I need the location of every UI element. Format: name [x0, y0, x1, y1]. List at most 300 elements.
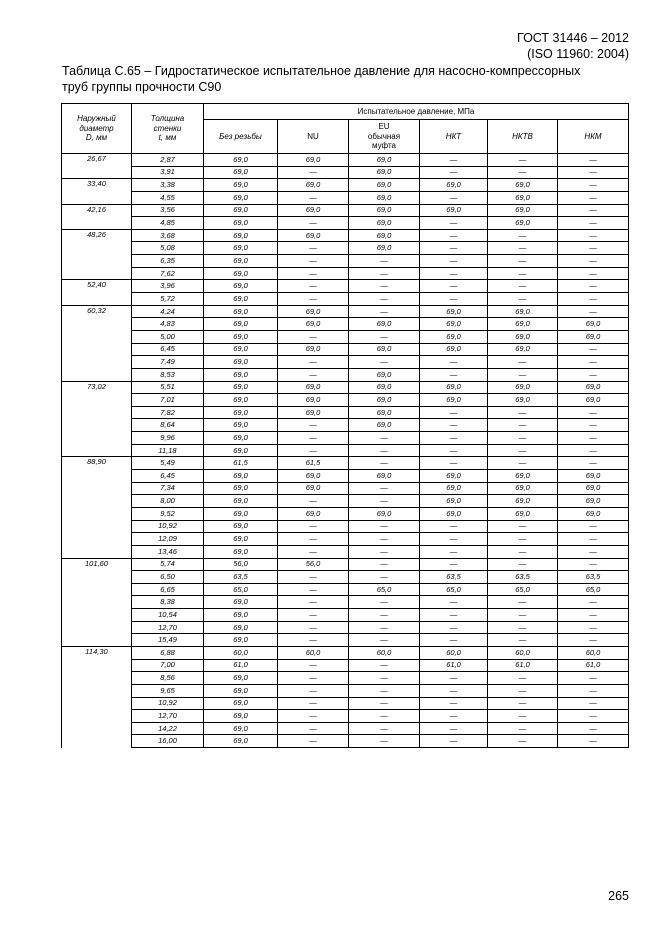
pressure-cell: 69,0: [278, 154, 349, 167]
pressure-cell: 69,0: [204, 482, 278, 495]
pressure-cell: 69,0: [204, 634, 278, 647]
header-nu: NU: [278, 120, 349, 154]
pressure-cell: —: [278, 710, 349, 723]
header-eu-line-3: муфта: [372, 141, 396, 151]
pressure-cell: 69,0: [204, 722, 278, 735]
pressure-cell: —: [488, 242, 558, 255]
pressure-cell: 69,0: [349, 394, 420, 407]
table-row: [62, 179, 629, 192]
pressure-cell: 69,0: [278, 394, 349, 407]
pressure-cell: 61,0: [558, 659, 629, 672]
pressure-cell: 61,0: [488, 659, 558, 672]
pressure-cell: —: [349, 255, 420, 268]
pressure-cell: 69,0: [204, 229, 278, 242]
wall-thickness-cell: 8,38: [132, 596, 204, 609]
outer-diameter-cell: 48,26: [62, 229, 132, 280]
outer-diameter-cell: 101,60: [62, 558, 132, 646]
pressure-cell: —: [278, 255, 349, 268]
pressure-cell: —: [278, 330, 349, 343]
pressure-cell: —: [278, 280, 349, 293]
pressure-cell: —: [558, 672, 629, 685]
pressure-cell: —: [420, 697, 488, 710]
pressure-cell: —: [420, 545, 488, 558]
pressure-cell: —: [488, 255, 558, 268]
pressure-cell: 69,0: [349, 191, 420, 204]
pressure-cell: —: [558, 255, 629, 268]
pressure-cell: —: [278, 571, 349, 584]
pressure-cell: 56,0: [278, 558, 349, 571]
wall-thickness-cell: 4,55: [132, 191, 204, 204]
pressure-cell: —: [278, 722, 349, 735]
pressure-cell: 69,0: [420, 394, 488, 407]
pressure-cell: 69,0: [488, 507, 558, 520]
wall-thickness-cell: 3,38: [132, 179, 204, 192]
pressure-table: [61, 103, 629, 748]
wall-thickness-cell: 2,87: [132, 154, 204, 167]
wall-thickness-cell: 3,56: [132, 204, 204, 217]
header-outer-diameter: [62, 104, 132, 154]
pressure-cell: 69,0: [278, 470, 349, 483]
pressure-cell: —: [349, 533, 420, 546]
pressure-cell: —: [558, 596, 629, 609]
pressure-cell: 69,0: [204, 330, 278, 343]
pressure-cell: —: [349, 558, 420, 571]
table-row: [62, 432, 629, 445]
table-row: [62, 293, 629, 306]
wall-thickness-cell: 9,96: [132, 432, 204, 445]
header-nkt: НКТ: [420, 120, 488, 154]
pressure-cell: —: [420, 533, 488, 546]
table-caption: [62, 64, 632, 95]
pressure-cell: —: [558, 722, 629, 735]
wall-thickness-cell: 6,88: [132, 646, 204, 659]
pressure-cell: 69,0: [204, 684, 278, 697]
pressure-cell: —: [278, 444, 349, 457]
pressure-cell: 69,0: [488, 191, 558, 204]
pressure-cell: 69,0: [204, 343, 278, 356]
pressure-cell: 69,0: [420, 495, 488, 508]
pressure-cell: 69,0: [349, 419, 420, 432]
pressure-cell: —: [349, 659, 420, 672]
pressure-cell: 69,0: [349, 154, 420, 167]
header-eu-line-1: EU: [378, 122, 390, 132]
pressure-cell: —: [349, 684, 420, 697]
pressure-cell: —: [488, 267, 558, 280]
pressure-cell: —: [349, 520, 420, 533]
pressure-cell: —: [349, 545, 420, 558]
table-row: [62, 191, 629, 204]
pressure-cell: 69,0: [349, 242, 420, 255]
pressure-cell: —: [558, 697, 629, 710]
pressure-cell: —: [488, 684, 558, 697]
pressure-cell: —: [488, 368, 558, 381]
pressure-cell: 69,0: [420, 204, 488, 217]
pressure-cell: 63,5: [488, 571, 558, 584]
table-row: [62, 406, 629, 419]
table-row: [62, 558, 629, 571]
pressure-cell: —: [420, 634, 488, 647]
pressure-cell: —: [420, 356, 488, 369]
caption-line-2: труб группы прочности С90: [62, 79, 222, 94]
pressure-cell: —: [558, 432, 629, 445]
pressure-cell: 69,0: [349, 381, 420, 394]
wall-thickness-cell: 15,49: [132, 634, 204, 647]
pressure-cell: 69,0: [204, 217, 278, 230]
wall-thickness-cell: 6,35: [132, 255, 204, 268]
pressure-cell: —: [488, 520, 558, 533]
pressure-cell: —: [349, 482, 420, 495]
pressure-cell: 63,5: [420, 571, 488, 584]
pressure-cell: —: [349, 267, 420, 280]
pressure-cell: —: [420, 154, 488, 167]
pressure-cell: —: [488, 406, 558, 419]
table-row: [62, 684, 629, 697]
pressure-table-container: [61, 103, 628, 748]
pressure-cell: 69,0: [278, 381, 349, 394]
pressure-cell: —: [488, 293, 558, 306]
pressure-cell: 69,0: [488, 482, 558, 495]
wall-thickness-cell: 3,68: [132, 229, 204, 242]
table-row: [62, 520, 629, 533]
wall-thickness-cell: 10,92: [132, 520, 204, 533]
pressure-cell: —: [488, 609, 558, 622]
pressure-cell: —: [558, 419, 629, 432]
table-row: [62, 710, 629, 723]
pressure-cell: 65,0: [349, 583, 420, 596]
pressure-cell: —: [420, 406, 488, 419]
pressure-cell: 69,0: [204, 406, 278, 419]
pressure-cell: —: [349, 280, 420, 293]
table-row: [62, 609, 629, 622]
wall-thickness-cell: 3,91: [132, 166, 204, 179]
pressure-cell: 60,0: [488, 646, 558, 659]
pressure-cell: —: [420, 419, 488, 432]
pressure-cell: 69,0: [204, 204, 278, 217]
pressure-cell: 69,0: [204, 166, 278, 179]
pressure-cell: —: [278, 267, 349, 280]
pressure-cell: —: [558, 343, 629, 356]
pressure-cell: —: [349, 457, 420, 470]
pressure-cell: 69,0: [420, 318, 488, 331]
pressure-cell: 69,0: [204, 356, 278, 369]
pressure-cell: 69,0: [349, 470, 420, 483]
table-row: [62, 735, 629, 748]
table-row: [62, 659, 629, 672]
table-row: [62, 672, 629, 685]
wall-thickness-cell: 7,82: [132, 406, 204, 419]
pressure-cell: 60,0: [204, 646, 278, 659]
pressure-cell: —: [488, 166, 558, 179]
wall-thickness-cell: 3,96: [132, 280, 204, 293]
pressure-cell: —: [349, 444, 420, 457]
pressure-cell: 61,5: [204, 457, 278, 470]
pressure-cell: —: [558, 356, 629, 369]
pressure-cell: 69,0: [278, 318, 349, 331]
pressure-cell: 61,5: [278, 457, 349, 470]
pressure-cell: 69,0: [278, 305, 349, 318]
pressure-cell: —: [558, 520, 629, 533]
table-row: [62, 507, 629, 520]
pressure-cell: 60,0: [349, 646, 420, 659]
pressure-cell: 60,0: [420, 646, 488, 659]
pressure-cell: 69,0: [488, 318, 558, 331]
pressure-cell: 63,5: [558, 571, 629, 584]
pressure-cell: —: [420, 217, 488, 230]
wall-thickness-cell: 5,00: [132, 330, 204, 343]
pressure-cell: 69,0: [204, 470, 278, 483]
pressure-cell: —: [558, 710, 629, 723]
pressure-cell: —: [488, 444, 558, 457]
pressure-cell: 69,0: [204, 368, 278, 381]
table-row: [62, 722, 629, 735]
wall-thickness-cell: 12,70: [132, 710, 204, 723]
pressure-cell: —: [558, 229, 629, 242]
pressure-cell: —: [558, 457, 629, 470]
pressure-cell: —: [558, 609, 629, 622]
table-row: [62, 305, 629, 318]
outer-diameter-cell: 26,67: [62, 154, 132, 179]
table-row: [62, 255, 629, 268]
pressure-cell: 69,0: [278, 406, 349, 419]
header-wall-thickness: [132, 104, 204, 154]
pressure-cell: —: [488, 634, 558, 647]
pressure-cell: —: [278, 609, 349, 622]
pressure-cell: —: [278, 735, 349, 748]
pressure-cell: —: [558, 204, 629, 217]
outer-diameter-cell: 88,90: [62, 457, 132, 558]
pressure-cell: 69,0: [204, 507, 278, 520]
pressure-cell: 69,0: [420, 305, 488, 318]
pressure-cell: 69,0: [204, 495, 278, 508]
table-row: [62, 368, 629, 381]
pressure-cell: —: [420, 722, 488, 735]
table-row: [62, 697, 629, 710]
pressure-cell: 69,0: [558, 394, 629, 407]
pressure-cell: 69,0: [204, 381, 278, 394]
pressure-cell: 69,0: [349, 343, 420, 356]
pressure-cell: —: [558, 242, 629, 255]
pressure-cell: 69,0: [204, 697, 278, 710]
pressure-cell: 69,0: [558, 381, 629, 394]
header-outer-diameter-line-3: D, мм: [85, 133, 108, 143]
pressure-cell: 69,0: [204, 280, 278, 293]
pressure-cell: —: [349, 330, 420, 343]
wall-thickness-cell: 4,24: [132, 305, 204, 318]
pressure-cell: —: [558, 179, 629, 192]
pressure-cell: —: [488, 229, 558, 242]
pressure-cell: 69,0: [204, 293, 278, 306]
pressure-cell: —: [420, 255, 488, 268]
pressure-cell: 69,0: [204, 394, 278, 407]
table-row: [62, 634, 629, 647]
wall-thickness-cell: 5,08: [132, 242, 204, 255]
pressure-cell: 65,0: [420, 583, 488, 596]
pressure-cell: —: [420, 672, 488, 685]
pressure-cell: —: [488, 280, 558, 293]
pressure-cell: 61,0: [420, 659, 488, 672]
pressure-cell: —: [278, 293, 349, 306]
pressure-cell: 69,0: [488, 204, 558, 217]
pressure-cell: —: [420, 280, 488, 293]
table-row: [62, 495, 629, 508]
wall-thickness-cell: 8,64: [132, 419, 204, 432]
pressure-cell: 69,0: [278, 204, 349, 217]
pressure-cell: 69,0: [558, 330, 629, 343]
wall-thickness-cell: 8,00: [132, 495, 204, 508]
wall-thickness-cell: 4,85: [132, 217, 204, 230]
pressure-cell: —: [488, 672, 558, 685]
pressure-cell: 69,0: [349, 229, 420, 242]
table-row: [62, 482, 629, 495]
table-row: [62, 419, 629, 432]
pressure-cell: —: [278, 596, 349, 609]
pressure-cell: —: [278, 697, 349, 710]
pressure-cell: —: [349, 634, 420, 647]
pressure-cell: 69,0: [204, 710, 278, 723]
pressure-cell: 69,0: [204, 267, 278, 280]
pressure-cell: 69,0: [349, 507, 420, 520]
wall-thickness-cell: 7,01: [132, 394, 204, 407]
pressure-cell: —: [278, 634, 349, 647]
wall-thickness-cell: 9,52: [132, 507, 204, 520]
pressure-cell: —: [558, 267, 629, 280]
pressure-cell: —: [278, 217, 349, 230]
outer-diameter-cell: 33,40: [62, 179, 132, 204]
wall-thickness-cell: 6,50: [132, 571, 204, 584]
pressure-cell: —: [420, 444, 488, 457]
pressure-cell: —: [558, 217, 629, 230]
wall-thickness-cell: 11,18: [132, 444, 204, 457]
pressure-cell: 69,0: [204, 533, 278, 546]
pressure-cell: —: [349, 735, 420, 748]
pressure-cell: —: [278, 242, 349, 255]
pressure-cell: 69,0: [204, 179, 278, 192]
pressure-cell: 65,0: [488, 583, 558, 596]
pressure-cell: 69,0: [558, 482, 629, 495]
pressure-cell: —: [420, 368, 488, 381]
pressure-cell: —: [349, 596, 420, 609]
pressure-cell: —: [558, 558, 629, 571]
pressure-cell: —: [349, 722, 420, 735]
pressure-cell: —: [278, 672, 349, 685]
wall-thickness-cell: 9,65: [132, 684, 204, 697]
pressure-cell: 69,0: [204, 419, 278, 432]
pressure-cell: —: [349, 571, 420, 584]
pressure-cell: —: [278, 356, 349, 369]
standard-number: ГОСТ 31446 – 2012: [517, 31, 629, 45]
pressure-cell: —: [488, 558, 558, 571]
table-row: [62, 166, 629, 179]
pressure-cell: —: [278, 520, 349, 533]
pressure-cell: 69,0: [488, 305, 558, 318]
wall-thickness-cell: 8,53: [132, 368, 204, 381]
wall-thickness-cell: 10,92: [132, 697, 204, 710]
pressure-cell: 69,0: [488, 179, 558, 192]
wall-thickness-cell: 16,00: [132, 735, 204, 748]
header-nktv: НКТВ: [488, 120, 558, 154]
pressure-cell: —: [420, 267, 488, 280]
pressure-cell: 60,0: [558, 646, 629, 659]
pressure-cell: 69,0: [420, 343, 488, 356]
pressure-cell: 69,0: [204, 154, 278, 167]
pressure-cell: 69,0: [558, 495, 629, 508]
pressure-cell: 69,0: [278, 229, 349, 242]
pressure-cell: —: [420, 710, 488, 723]
pressure-cell: —: [488, 697, 558, 710]
pressure-cell: 69,0: [420, 507, 488, 520]
pressure-cell: 69,0: [420, 482, 488, 495]
pressure-cell: 69,0: [204, 596, 278, 609]
pressure-cell: 65,0: [558, 583, 629, 596]
table-row: [62, 571, 629, 584]
table-row: [62, 394, 629, 407]
pressure-cell: —: [420, 621, 488, 634]
pressure-cell: —: [349, 672, 420, 685]
pressure-cell: —: [558, 368, 629, 381]
pressure-cell: —: [488, 154, 558, 167]
table-row: [62, 646, 629, 659]
table-row: [62, 330, 629, 343]
pressure-cell: —: [420, 166, 488, 179]
wall-thickness-cell: 4,83: [132, 318, 204, 331]
pressure-cell: —: [278, 191, 349, 204]
pressure-cell: —: [349, 495, 420, 508]
pressure-cell: 69,0: [278, 343, 349, 356]
pressure-cell: 69,0: [558, 470, 629, 483]
pressure-cell: 69,0: [488, 470, 558, 483]
pressure-cell: 69,0: [204, 444, 278, 457]
pressure-cell: 69,0: [204, 609, 278, 622]
header-eu: [349, 120, 420, 154]
wall-thickness-cell: 5,49: [132, 457, 204, 470]
outer-diameter-cell: 60,32: [62, 305, 132, 381]
pressure-cell: —: [420, 457, 488, 470]
pressure-cell: —: [558, 634, 629, 647]
pressure-cell: 69,0: [278, 179, 349, 192]
table-header: [62, 104, 629, 154]
header-outer-diameter-line-2: диаметр: [79, 123, 114, 133]
table-row: [62, 583, 629, 596]
pressure-cell: 69,0: [204, 545, 278, 558]
wall-thickness-cell: 5,72: [132, 293, 204, 306]
pressure-cell: 69,0: [558, 318, 629, 331]
header-no-thread: Без резьбы: [204, 120, 278, 154]
table-row: [62, 444, 629, 457]
pressure-cell: —: [349, 432, 420, 445]
pressure-cell: 69,0: [420, 470, 488, 483]
pressure-cell: —: [488, 710, 558, 723]
pressure-cell: 56,0: [204, 558, 278, 571]
pressure-cell: —: [278, 495, 349, 508]
outer-diameter-cell: 114,30: [62, 646, 132, 747]
pressure-cell: —: [488, 596, 558, 609]
pressure-cell: —: [349, 697, 420, 710]
wall-thickness-cell: 13,46: [132, 545, 204, 558]
table-row: [62, 457, 629, 470]
pressure-cell: 63,5: [204, 571, 278, 584]
pressure-cell: —: [558, 533, 629, 546]
pressure-cell: 69,0: [420, 330, 488, 343]
pressure-cell: 69,0: [278, 507, 349, 520]
pressure-cell: 65,0: [204, 583, 278, 596]
pressure-cell: —: [278, 621, 349, 634]
pressure-cell: 61,0: [204, 659, 278, 672]
table-row: [62, 217, 629, 230]
pressure-cell: —: [420, 229, 488, 242]
table-row: [62, 267, 629, 280]
pressure-cell: —: [488, 533, 558, 546]
pressure-cell: 69,0: [488, 217, 558, 230]
